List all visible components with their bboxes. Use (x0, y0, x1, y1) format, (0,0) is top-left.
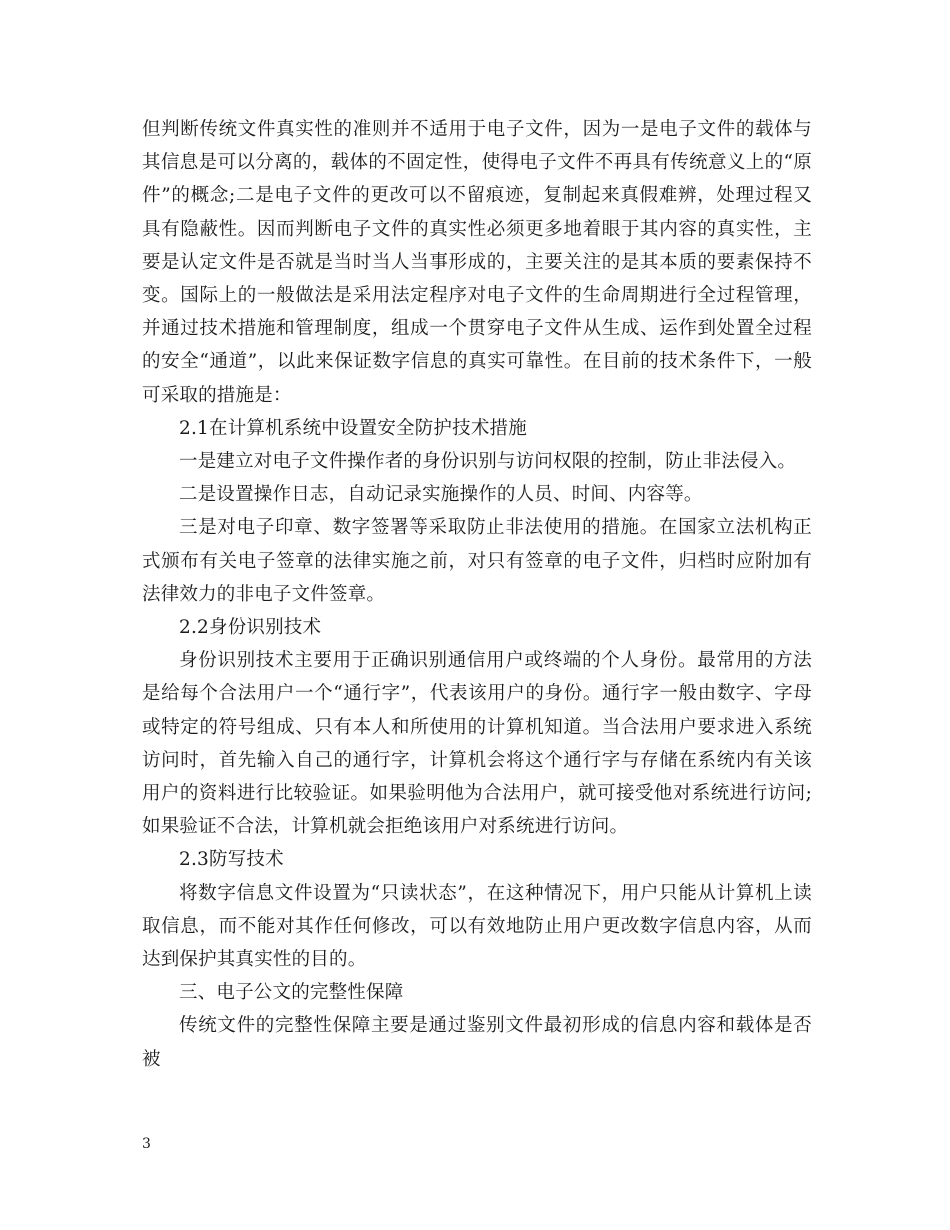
section-heading-2-2: 2.2身份识别技术 (179, 617, 322, 639)
document-body (142, 113, 812, 1076)
paragraph: 二是设置操作日志，自动记录实施操作的人员、时间、内容等。 (179, 484, 703, 506)
paragraph: 一是建立对电子文件操作者的身份识别与访问权限的控制，防止非法侵入。 (179, 451, 797, 473)
section-heading-2-3: 2.3防写技术 (179, 849, 284, 871)
paragraph: 传统文件的完整性保障主要是通过鉴别文件最初形成的信息内容和载体是否被 (142, 1015, 812, 1070)
paragraph: 将数字信息文件设置为“只读状态”，在这种情况下，用户只能从计算机上读取信息，而不能对其作任何修改，可以有效地防止用户更改数字信息内容，从而达到保护其真实性的目的。 (142, 882, 812, 971)
paragraph: 三是对电子印章、数字签署等采取防止非法使用的措施。在国家立法机构正式颁布有关电子签章的法律实施之前，对只有签章的电子文件，归档时应附加有法律效力的非电子文件签章。 (142, 517, 812, 605)
paragraph-continued: 但判断传统文件真实性的准则并不适用于电子文件，因为一是电子文件的载体与其信息是可以分离的，载体的不固定性，使得电子文件不再具有传统意义上的“原件”的概念;二是电子文件的更改可以不留痕迹，复制起来真假难辨，处理过程又具有隐蔽性。因而判断电子文件的真实性必须更多地着眼于其内容的真实性，主要是认定文件是否就是当时当人当事形成的，主要关注的是其本质的要素保持不变。国际上的一般做法是采用法定程序对电子文件的生命周期进行全过程管理，并通过技术措施和管理制度，组成一个贯穿电子文件从生成、运作到处置全过程的安全“通道”，以此来保证数字信息的真实可靠性。在目前的技术条件下，一般可采取的措施是： (142, 119, 812, 406)
page-number: 3 (142, 1136, 151, 1152)
paragraph: 身份识别技术主要用于正确识别通信用户或终端的个人身份。最常用的方法是给每个合法用户一个“通行字”，代表该用户的身份。通行字一般由数字、字母或特定的符号组成、只有本人和所使用的计算机知道。当合法用户要求进入系统访问时，首先输入自己的通行字，计算机会将这个通行字与存储在系统内有关该用户的资料进行比较验证。如果验明他为合法用户，就可接受他对系统进行访问;如果验证不合法，计算机就会拒绝该用户对系统进行访问。 (142, 650, 812, 838)
section-heading-3: 三、电子公文的完整性保障 (179, 982, 404, 1004)
section-heading-2-1: 2.1在计算机系统中设置安全防护技术措施 (179, 417, 527, 439)
